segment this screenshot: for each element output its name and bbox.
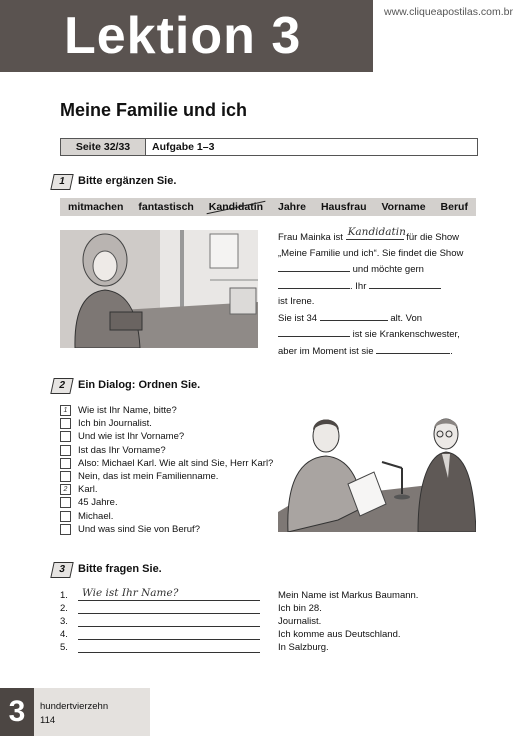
question-row[interactable] bbox=[60, 616, 260, 629]
word-bank bbox=[60, 198, 476, 216]
order-checkbox[interactable]: 2 bbox=[60, 484, 71, 495]
question-number: 4. bbox=[60, 629, 68, 640]
dialog-line bbox=[60, 483, 280, 496]
dialog-line bbox=[60, 457, 280, 470]
gap-text bbox=[278, 226, 478, 359]
dialog-list bbox=[60, 404, 280, 536]
question-number: 3. bbox=[60, 616, 68, 627]
dialog-line bbox=[60, 444, 280, 457]
dialog-text: Nein, das ist mein Familienname. bbox=[78, 471, 219, 483]
reference-pages: Seite 32/33 bbox=[61, 139, 146, 155]
order-checkbox[interactable] bbox=[60, 497, 71, 508]
question-row[interactable] bbox=[60, 587, 260, 603]
dialog-line bbox=[60, 470, 280, 483]
dialog-text: Und was sind Sie von Beruf? bbox=[78, 523, 200, 535]
reference-task: Aufgabe 1–3 bbox=[152, 141, 215, 153]
gap-text-line: für die Show bbox=[406, 232, 460, 243]
lesson-title: Lektion 3 bbox=[64, 7, 302, 65]
dialog-text: Michael. bbox=[78, 510, 114, 522]
site-url[interactable]: www.cliqueapostilas.com.br bbox=[384, 6, 513, 18]
word-bank-item: mitmachen bbox=[68, 201, 124, 213]
order-checkbox[interactable] bbox=[60, 458, 71, 469]
gap-text-line: ist sie Krankenschwester, bbox=[352, 329, 460, 340]
dialog-text: Wie ist Ihr Name, bitte? bbox=[78, 405, 177, 417]
footer-page-word: hundertvierzehn bbox=[40, 701, 109, 712]
dialog-text: Und wie ist Ihr Vorname? bbox=[78, 431, 185, 443]
exercise-2-title: Ein Dialog: Ordnen Sie. bbox=[78, 379, 201, 391]
gap-blank[interactable] bbox=[278, 326, 350, 337]
answer-line[interactable] bbox=[78, 639, 260, 640]
gap-text-line: . Ihr bbox=[350, 280, 367, 292]
word-bank-item-crossed: Kandidatin bbox=[208, 201, 264, 213]
gap-blank-filled[interactable] bbox=[346, 226, 406, 240]
order-checkbox[interactable] bbox=[60, 524, 71, 535]
dialog-line bbox=[60, 404, 280, 417]
exercise-1-number: 1 bbox=[50, 174, 73, 190]
gap-text-line: alt. Von bbox=[390, 312, 423, 324]
question-number: 1. bbox=[60, 590, 68, 601]
dialog-line bbox=[60, 510, 280, 523]
illustration-interview bbox=[278, 412, 476, 532]
answer-text: Ich bin 28. bbox=[278, 603, 322, 614]
gap-text-line: Frau Mainka ist bbox=[278, 232, 343, 243]
dialog-line bbox=[60, 523, 280, 536]
reference-bar bbox=[60, 138, 478, 156]
gap-blank[interactable] bbox=[278, 261, 350, 272]
question-handwritten: Wie ist Ihr Name? bbox=[82, 587, 179, 599]
footer-page-number: 114 bbox=[40, 715, 56, 726]
dialog-line bbox=[60, 496, 280, 509]
gap-text-line: ist Irene. bbox=[278, 296, 315, 307]
answer-line[interactable] bbox=[78, 652, 260, 653]
question-number: 5. bbox=[60, 642, 68, 653]
word-bank-item: Vorname bbox=[381, 201, 426, 213]
exercise-3-number: 3 bbox=[50, 562, 73, 578]
answer-text: Ich komme aus Deutschland. bbox=[278, 629, 401, 640]
gap-answer-handwritten: Kandidatin bbox=[347, 226, 406, 238]
gap-blank[interactable] bbox=[320, 310, 388, 321]
dialog-line bbox=[60, 430, 280, 443]
order-checkbox[interactable]: 1 bbox=[60, 405, 71, 416]
gap-blank[interactable] bbox=[376, 343, 450, 354]
gap-text-line: Sie ist 34 bbox=[278, 312, 318, 324]
answer-line[interactable] bbox=[78, 613, 260, 614]
illustration-woman-at-table bbox=[60, 230, 258, 348]
gap-blank[interactable] bbox=[278, 278, 350, 289]
gap-blank[interactable] bbox=[369, 278, 441, 289]
order-checkbox[interactable] bbox=[60, 418, 71, 429]
exercise-1-title: Bitte ergänzen Sie. bbox=[78, 175, 177, 187]
gap-text-line: „Meine Familie und ich“. Sie findet die Show bbox=[278, 247, 464, 259]
order-checkbox[interactable] bbox=[60, 511, 71, 522]
answer-text: Mein Name ist Markus Baumann. bbox=[278, 590, 419, 601]
question-number: 2. bbox=[60, 603, 68, 614]
page-heading: Meine Familie und ich bbox=[60, 100, 248, 120]
dialog-text: Ich bin Journalist. bbox=[78, 418, 152, 430]
exercise-3-title: Bitte fragen Sie. bbox=[78, 563, 162, 575]
question-row[interactable] bbox=[60, 629, 260, 642]
dialog-text: Karl. bbox=[78, 484, 98, 496]
word-bank-item: Hausfrau bbox=[320, 201, 367, 213]
exercise-2-number: 2 bbox=[50, 378, 73, 394]
answer-text: Journalist. bbox=[278, 616, 322, 627]
dialog-text: Also: Michael Karl. Wie alt sind Sie, Herr Karl? bbox=[78, 457, 274, 469]
order-checkbox[interactable] bbox=[60, 431, 71, 442]
question-row[interactable] bbox=[60, 603, 260, 616]
footer-chapter-number: 3 bbox=[0, 688, 34, 736]
dialog-text: Ist das Ihr Vorname? bbox=[78, 444, 166, 456]
word-bank-item: Beruf bbox=[440, 201, 468, 213]
gap-text-line: und möchte gern bbox=[352, 264, 424, 275]
gap-text-line: . bbox=[450, 345, 453, 357]
question-row[interactable] bbox=[60, 642, 260, 655]
order-checkbox[interactable] bbox=[60, 445, 71, 456]
answer-line[interactable] bbox=[78, 600, 260, 601]
gap-text-line: aber im Moment ist sie bbox=[278, 345, 374, 357]
word-bank-item: fantastisch bbox=[138, 201, 194, 213]
word-bank-item: Jahre bbox=[277, 201, 307, 213]
dialog-line bbox=[60, 417, 280, 430]
dialog-text: 45 Jahre. bbox=[78, 497, 118, 509]
answer-text: In Salzburg. bbox=[278, 642, 329, 653]
answer-line[interactable] bbox=[78, 626, 260, 627]
order-checkbox[interactable] bbox=[60, 471, 71, 482]
